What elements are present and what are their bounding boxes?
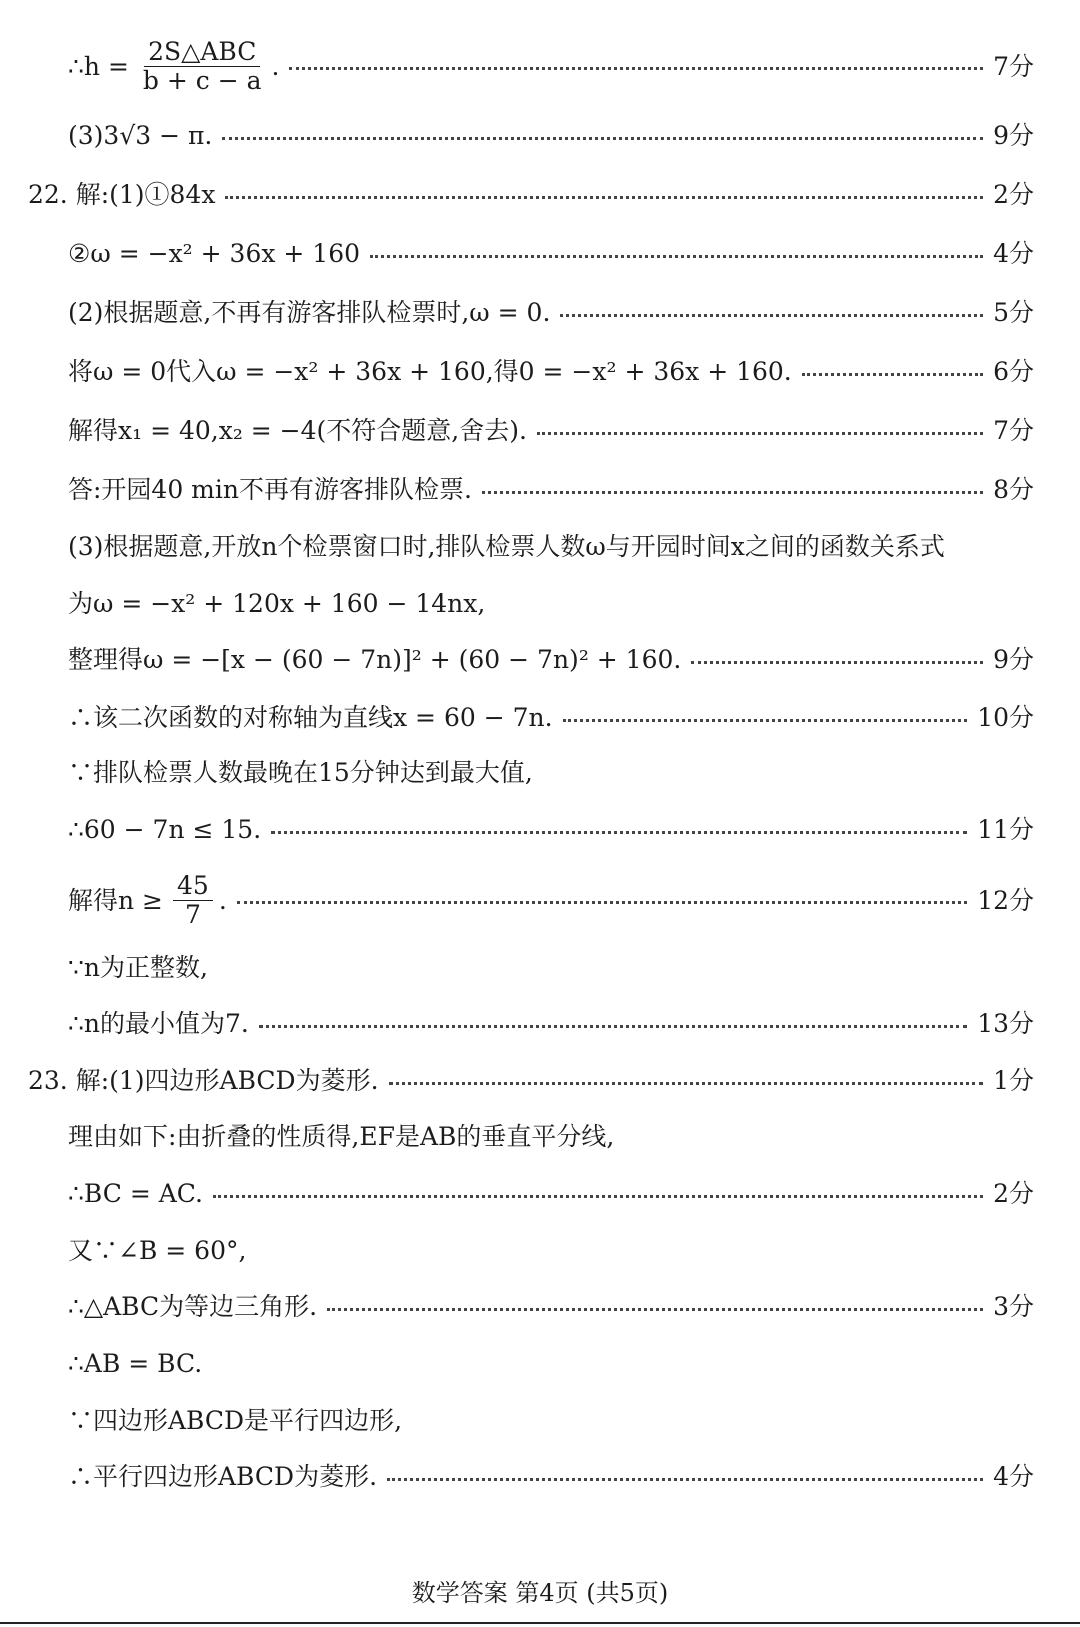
answer-line bbox=[68, 703, 1034, 733]
line-text: 23. 解:(1)四边形ABCD为菱形. bbox=[28, 1066, 379, 1095]
score-label: 5分 bbox=[993, 298, 1034, 327]
line-text: ②ω = −x² + 36x + 160 bbox=[68, 239, 361, 268]
line-text: ∵n为正整数, bbox=[68, 953, 208, 982]
answer-line bbox=[68, 953, 1034, 983]
score-label: 9分 bbox=[993, 121, 1034, 150]
line-text: ∵四边形ABCD是平行四边形, bbox=[68, 1406, 403, 1435]
score-label: 11分 bbox=[977, 815, 1034, 844]
answer-line bbox=[68, 38, 1034, 95]
answer-line bbox=[28, 1066, 1034, 1096]
answer-line bbox=[68, 645, 1034, 675]
score-label: 6分 bbox=[993, 357, 1034, 386]
dot-leader bbox=[271, 831, 967, 834]
score-label: 12分 bbox=[977, 885, 1034, 915]
answer-line bbox=[68, 357, 1034, 387]
bottom-rule bbox=[0, 1622, 1080, 1624]
answer-line bbox=[68, 1406, 1034, 1436]
line-text: 又∵∠B = 60°, bbox=[68, 1236, 247, 1265]
answer-line bbox=[68, 475, 1034, 505]
answer-line bbox=[68, 1236, 1034, 1266]
line-text: 整理得ω = −[x − (60 − 7n)]² + (60 − 7n)² + 160. bbox=[68, 645, 682, 674]
fraction bbox=[173, 872, 213, 929]
score-label: 4分 bbox=[993, 239, 1034, 268]
line-lead: ∴h = bbox=[68, 51, 129, 81]
answer-line bbox=[68, 872, 1034, 929]
line-text: ∴BC = AC. bbox=[68, 1179, 203, 1208]
answer-line bbox=[68, 1292, 1034, 1322]
line-text: 为ω = −x² + 120x + 160 − 14nx, bbox=[68, 589, 486, 618]
line-text: 将ω = 0代入ω = −x² + 36x + 160,得0 = −x² + 36x + 160. bbox=[68, 357, 792, 386]
line-text: (3)根据题意,开放n个检票窗口时,排队检票人数ω与开园时间x之间的函数关系式 bbox=[68, 532, 945, 561]
score-label: 9分 bbox=[993, 645, 1034, 674]
score-label: 7分 bbox=[993, 416, 1034, 445]
line-text: ∵排队检票人数最晚在15分钟达到最大值, bbox=[68, 758, 533, 787]
line-tail: . bbox=[218, 885, 227, 915]
answer-line bbox=[68, 1179, 1034, 1209]
dot-leader bbox=[225, 196, 983, 199]
line-lead: 解得n ≥ bbox=[68, 885, 163, 915]
line-text: 答:开园40 min不再有游客排队检票. bbox=[68, 475, 472, 504]
score-label: 10分 bbox=[977, 703, 1034, 732]
score-label: 1分 bbox=[993, 1066, 1034, 1095]
answer-line bbox=[68, 1349, 1034, 1379]
fraction bbox=[139, 38, 266, 95]
dot-leader bbox=[560, 314, 983, 317]
fraction-denominator: b + c − a bbox=[142, 66, 262, 95]
dot-leader bbox=[802, 373, 983, 376]
score-label: 4分 bbox=[993, 1462, 1034, 1491]
score-label: 8分 bbox=[993, 475, 1034, 504]
line-text: 解得x₁ = 40,x₂ = −4(不符合题意,舍去). bbox=[68, 416, 527, 445]
answer-line bbox=[68, 1009, 1034, 1039]
line-text: 22. 解:(1)①84x bbox=[28, 180, 216, 209]
dot-leader bbox=[327, 1308, 983, 1311]
answer-line bbox=[68, 532, 1034, 562]
line-text: ∴60 − 7n ≤ 15. bbox=[68, 815, 262, 844]
line-text: (2)根据题意,不再有游客排队检票时,ω = 0. bbox=[68, 298, 551, 327]
answer-line bbox=[68, 1122, 1034, 1152]
dot-leader bbox=[387, 1478, 983, 1481]
answer-line bbox=[68, 239, 1034, 269]
dot-leader bbox=[259, 1025, 967, 1028]
line-text: (3)3√3 − π. bbox=[68, 121, 213, 150]
dot-leader bbox=[213, 1195, 983, 1198]
fraction-numerator: 2S△ABC bbox=[144, 38, 260, 67]
dot-leader bbox=[222, 137, 983, 140]
dot-leader bbox=[482, 491, 983, 494]
dot-leader bbox=[691, 661, 983, 664]
score-label: 13分 bbox=[977, 1009, 1034, 1038]
answer-line bbox=[28, 180, 1034, 210]
dot-leader bbox=[237, 901, 967, 904]
score-label: 2分 bbox=[993, 180, 1034, 209]
line-text: ∴AB = BC. bbox=[68, 1349, 203, 1378]
dot-leader bbox=[289, 67, 983, 70]
dot-leader bbox=[563, 719, 968, 722]
answer-line bbox=[68, 416, 1034, 446]
dot-leader bbox=[537, 432, 983, 435]
score-label: 2分 bbox=[993, 1179, 1034, 1208]
page-footer: 数学答案 第4页 (共5页) bbox=[411, 1579, 669, 1607]
fraction-denominator: 7 bbox=[184, 900, 201, 929]
answer-line bbox=[68, 298, 1034, 328]
line-text: 理由如下:由折叠的性质得,EF是AB的垂直平分线, bbox=[68, 1122, 615, 1151]
line-tail: . bbox=[271, 51, 280, 81]
score-label: 7分 bbox=[993, 51, 1034, 81]
dot-leader bbox=[389, 1082, 984, 1085]
line-text: ∴该二次函数的对称轴为直线x = 60 − 7n. bbox=[68, 703, 553, 732]
dot-leader bbox=[370, 255, 983, 258]
answer-line bbox=[68, 1462, 1034, 1492]
answer-line bbox=[68, 121, 1034, 151]
line-text: ∴平行四边形ABCD为菱形. bbox=[68, 1462, 378, 1491]
score-label: 3分 bbox=[993, 1292, 1034, 1321]
answer-line bbox=[68, 758, 1034, 788]
answer-line bbox=[68, 815, 1034, 845]
line-text: ∴△ABC为等边三角形. bbox=[68, 1292, 318, 1321]
fraction-numerator: 45 bbox=[173, 872, 213, 901]
answer-line bbox=[68, 589, 1034, 619]
line-text: ∴n的最小值为7. bbox=[68, 1009, 249, 1038]
